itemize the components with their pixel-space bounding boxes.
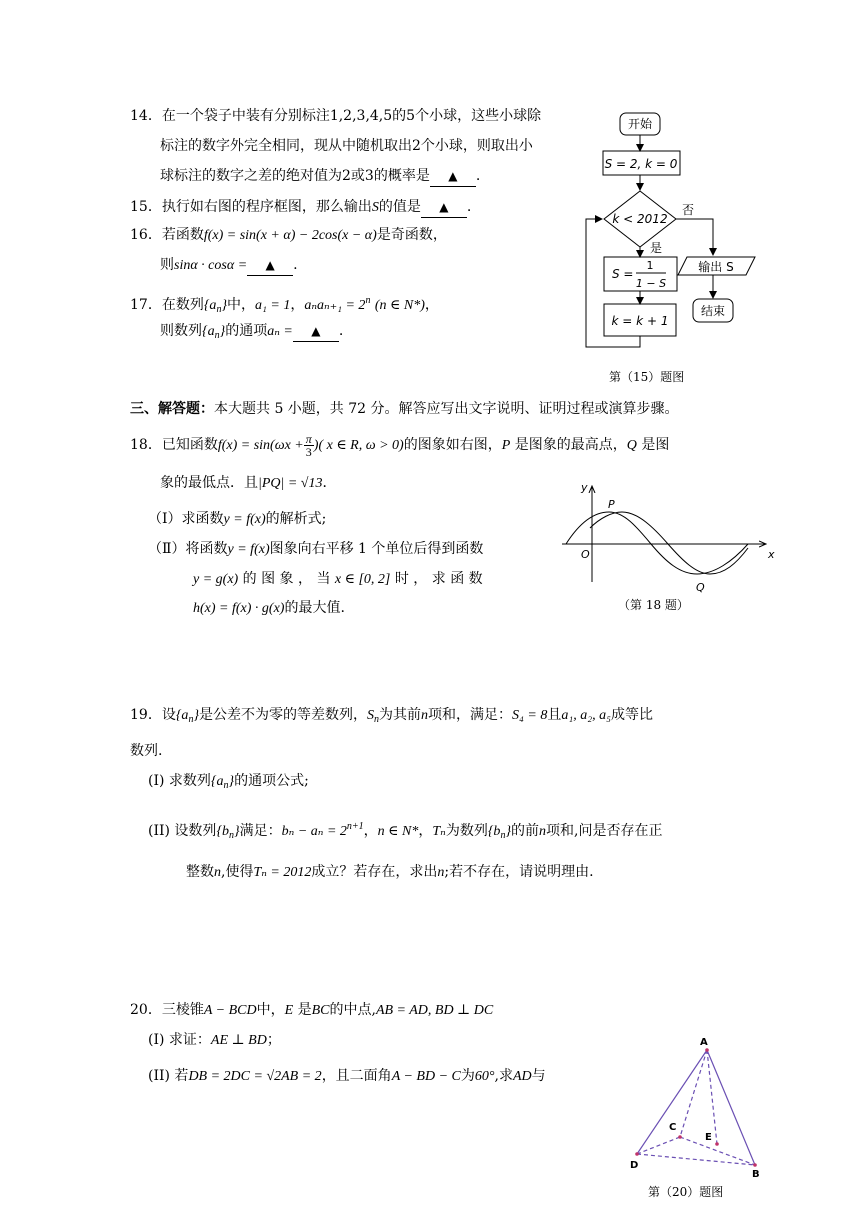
q14-line1: 14．在一个袋子中装有分别标注1,2,3,4,5的5个小球，这些小球除 [130,108,542,124]
vertex-c-label: C [669,1122,677,1133]
edge-ad [637,1050,707,1154]
flowchart-caption: 第（15）题图 [609,370,685,384]
q16-function-expr: f(x) = sin(x + α) − 2cos(x − α) [203,228,377,243]
point-p-label: P [608,498,615,511]
q16-line1: 16．若函数f(x) = sin(x + α) − 2cos(x − α)是奇函数， [130,227,447,243]
q17-line1: 17．在数列$\{a_n\}$中，a₁ = 1，$a_na_{n+1} = 2^n$ (n ∈ N*)， [130,295,439,315]
q19-line2: 数列. [130,743,163,759]
q14-line2: 标注的数字外完全相同，现从中随机取出2个小球，则取出小 [160,138,533,154]
q17-line2: 则数列$\{a_n\}$的通项aₙ = ▲ . [160,323,344,341]
q19-part2-line2: 整数n,使得Tₙ = 2012成立？若存在，求出n;若不存在，请说明理由. [186,864,594,880]
q19-part1: (I) 求数列$\{a_n\}$的通项公式; [148,773,309,791]
section-header: 三、解答题：本大题共 5 小题，共 72 分。解答应写出文字说明、证明过程或演算步骤。 [130,401,679,417]
edge-dc [637,1137,680,1154]
q19-line1: 19．设$\{a_n\}$是公差不为零的等差数列，$S_n$为其前n项和，满足：S₄ = 8且a₁, a₂, a₅成等比 [130,707,653,725]
condition-label: k < 2012 [612,212,668,226]
q14-number: 14． [130,108,162,124]
vertex-e-label: E [705,1132,712,1143]
triangle-icon: ▲ [448,169,458,183]
point-q-label: Q [696,581,705,594]
q18-line2: 象的最低点．且|PQ| = √13． [160,475,337,491]
graph-caption: （第 18 题） [618,598,689,612]
edge-ab [707,1050,755,1165]
vertex-b-label: B [752,1169,760,1180]
tetrahedron-caption: 第（20）题图 [648,1185,724,1199]
answer-blank [430,166,476,187]
q14-line3: 球标注的数字之差的绝对值为2或3的概率是 ▲ . [160,166,480,187]
init-label: S = 2, k = 0 [604,157,678,171]
assign-lhs: S = [612,267,634,281]
triangle-icon: ▲ [311,324,321,338]
edge-cb [680,1137,755,1165]
q20-line1: 20．三棱锥A − BCD中，E 是BC的中点,AB = AD, BD ⊥ DC [130,1002,494,1018]
q18-part2-line3: h(x) = f(x) · g(x)的最大值. [193,600,345,616]
q18-part2-line2: y = g(x) 的 图 象 ， 当 x ∈ [0, 2] 时 ， 求 函 数 [193,571,483,587]
q20-part1: (I) 求证：AE ⊥ BD； [148,1032,281,1048]
sine-graph [556,478,786,596]
triangle-icon: ▲ [439,200,449,214]
triangle-icon: ▲ [265,258,275,272]
start-label: 开始 [627,117,653,131]
tetrahedron-figure [622,1032,772,1180]
flowchart [580,105,780,355]
output-label: 输出 S [698,260,734,274]
q16-line2: 则sinα · cosα = ▲ . [160,255,298,276]
answer-blank [247,255,293,276]
pi-over-3: $\frac{\pi}{3}$ [305,431,312,459]
increment-label: k = k + 1 [611,314,669,328]
q20-part2: (II) 若DB = 2DC = √2AB = 2，且二面角A − BD − C为60°,求AD与 [148,1068,546,1084]
assign-numerator: 1 [646,259,654,272]
sequence-b: $\{b_n\}$ [216,824,240,841]
answer-blank [421,197,467,218]
answer-blank [293,321,339,342]
q15-line1: 15．执行如右图的程序框图，那么输出S的值是 ▲ . [130,197,471,218]
assign-denominator: 1 − S [635,277,667,290]
q18-line1: 18．已知函数f(x) = sin(ωx + $\frac{\pi}{3}$ )( x ∈ R, ω > 0)的图象如右图，P 是图象的最高点，Q 是图 [130,431,670,459]
q18-part1: （Ⅰ）求函数y = f(x)的解析式; [148,511,327,527]
edge-ae [707,1050,717,1144]
sequence-b: $\{b_n\}$ [487,824,512,841]
vertex-d-label: D [630,1160,639,1171]
edge-ac [680,1050,707,1137]
q19-part2-line1: (II) 设数列$\{b_n\}$满足：$b_n - a_n = 2^{n+1}$，n ∈ N*，Tₙ为数列$\{b_n\}$的前n项和,问是否存在正 [148,821,663,841]
origin-label: O [581,548,590,561]
yes-label: 是 [650,241,663,255]
x-axis-label: x [768,548,775,561]
end-label: 结束 [700,304,726,318]
no-label: 否 [682,203,695,217]
q18-part2-line1: （Ⅱ）将函数y = f(x)图象向右平移 1 个单位后得到函数 [148,541,484,557]
y-axis-label: y [581,481,588,494]
curve-f [566,512,748,574]
edge-db [637,1154,755,1165]
vertex-a-label: A [700,1037,708,1048]
